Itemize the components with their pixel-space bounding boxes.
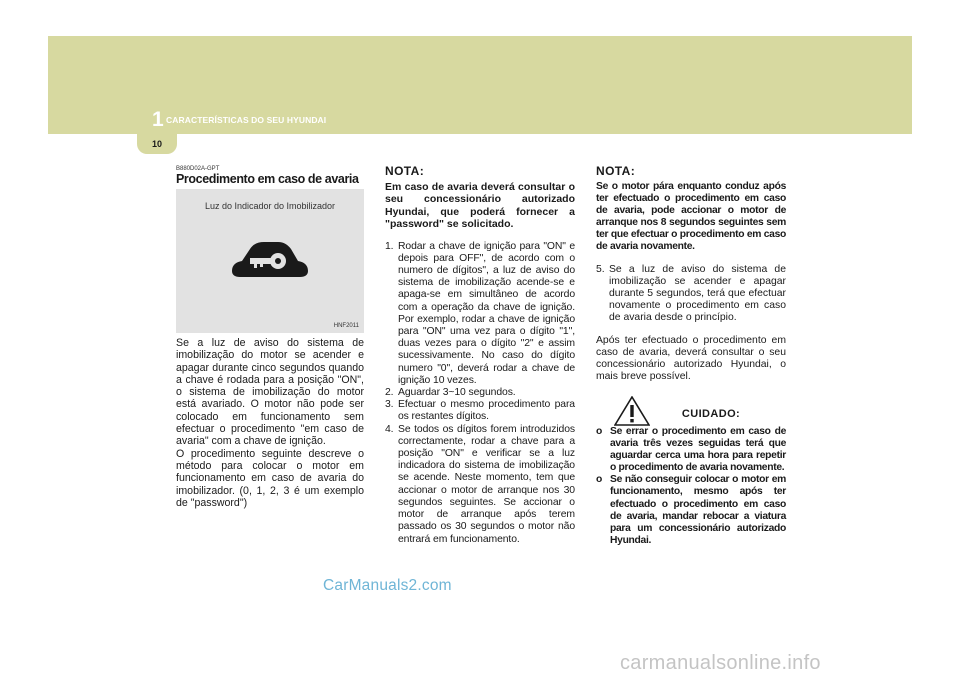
list-item: [385, 387, 575, 399]
caution-box: [596, 396, 786, 547]
chapter-number: 1: [152, 108, 164, 131]
caution-text: Se errar o procedimento em caso de avaria três vezes seguidas terá que aguardar cerca uma hora para repetir o procedimento de avaria novamente.: [610, 426, 786, 474]
bullet: o: [596, 426, 602, 437]
caution-list: [596, 426, 786, 547]
step-number: 2.: [385, 387, 394, 399]
column1-paragraph2: O procedimento seguinte descreve o método para colocar o motor em funcionamento em caso de avaria do imobilizador. (0, 1, 2, 3 é um exemplo de "password"): [176, 447, 364, 509]
after-procedure-text: Após ter efectuado o procedimento em caso de avaria, deverá consultar o seu concessionário autorizado Hyundai, o mais breve possível.: [596, 334, 786, 383]
column2: [385, 164, 575, 546]
column3: [596, 164, 786, 383]
step-number: 5.: [596, 263, 605, 275]
step-text: Efectuar o mesmo procedimento para os restantes dígitos.: [398, 399, 575, 423]
list-item: [385, 399, 575, 423]
step-text: Se todos os dígitos forem introduzidos correctamente, rodar a chave para a posição "ON" e verificar se a luz indicadora do sistema de imobilização se acende. Neste momento, tem que accionar o motor de arranque nos 30 segundos seguintes. Se accionar o motor de arranque após terem passado os 30 segundos o motor não entrará em funcionamento.: [398, 423, 575, 545]
step-number: 1.: [385, 240, 394, 252]
watermark-link[interactable]: CarManuals2.com: [323, 577, 452, 594]
procedure-steps: [385, 241, 575, 546]
section-code: B880D02A-GPT: [176, 166, 220, 172]
column1-paragraph1: Se a luz de aviso do sistema de imobilização do motor se acender e apagar durante cinco segundos quando a chave é rodada para a posição "ON", o sistema de imobilização do motor está avariado. O motor não pode ser colocado em funcionamento sem efectuar o procedimento "em caso de avaria" com a chave de ignição.: [176, 337, 364, 448]
chapter-title: CARACTERÍSTICAS DO SEU HYUNDAI: [166, 115, 327, 125]
step-text: Aguardar 3~10 segundos.: [398, 387, 516, 399]
step-number: 3.: [385, 399, 394, 411]
nota-text: Se o motor pára enquanto conduz após ter efectuado o procedimento em caso de avaria, pode accionar o motor de arranque nos 8 segundos seguintes sem ter que efectuar o procedimento em caso de avaria novamente.: [596, 181, 786, 253]
nota-text: Em caso de avaria deverá consultar o seu concessionário autorizado Hyundai, que poderá fornecer a "password" se solicitado.: [385, 181, 575, 231]
list-item: [385, 241, 575, 387]
caution-header: [596, 396, 786, 426]
nota-heading: NOTA:: [596, 164, 636, 178]
page-number: 10: [151, 139, 162, 149]
immobilizer-figure: [176, 189, 364, 333]
caution-title: CUIDADO:: [681, 408, 741, 420]
step-number: 4.: [385, 423, 394, 435]
bullet: o: [596, 474, 602, 486]
immobilizer-key-car-icon: [228, 235, 312, 279]
column1-text: [176, 337, 364, 509]
list-item: [596, 474, 786, 547]
caution-text: Se não conseguir colocar o motor em funcionamento, mesmo após ter efectuado o procedimento em caso de avaria, mandar rebocar a viatura para um concessionário autorizado Hyundai.: [610, 474, 786, 546]
list-item: [596, 426, 786, 474]
list-item: [385, 424, 575, 546]
figure-code: HNF2011: [333, 323, 359, 329]
nota-heading: NOTA:: [385, 164, 425, 178]
figure-caption: Luz do Indicador do Imobilizador: [204, 201, 336, 211]
list-item: [596, 264, 786, 325]
step-text: Rodar a chave de ignição para "ON" e depois para OFF", de acordo com o numero de dígitos", a luz de aviso do sistema de imobilização acende-se e apaga-se em simultâneo de acordo com a operação da chave de ignição. Por exemplo, rodar a chave de ignição para "ON" uma vez para o dígito "1", duas vezes para o dígito "2" e assim sucessivamente. No caso do dígito numero "0", deverá rodar a chave de ignição 10 vezes.: [398, 240, 575, 386]
watermark-footer: carmanualsonline.info: [620, 652, 821, 674]
step-text: Se a luz de aviso do sistema de imobilização se acender e apagar durante 5 segundos, terá que efectuar novamente o procedimento em caso de avaria desde o princípio.: [609, 263, 786, 324]
section-title: Procedimento em caso de avaria: [176, 172, 359, 186]
